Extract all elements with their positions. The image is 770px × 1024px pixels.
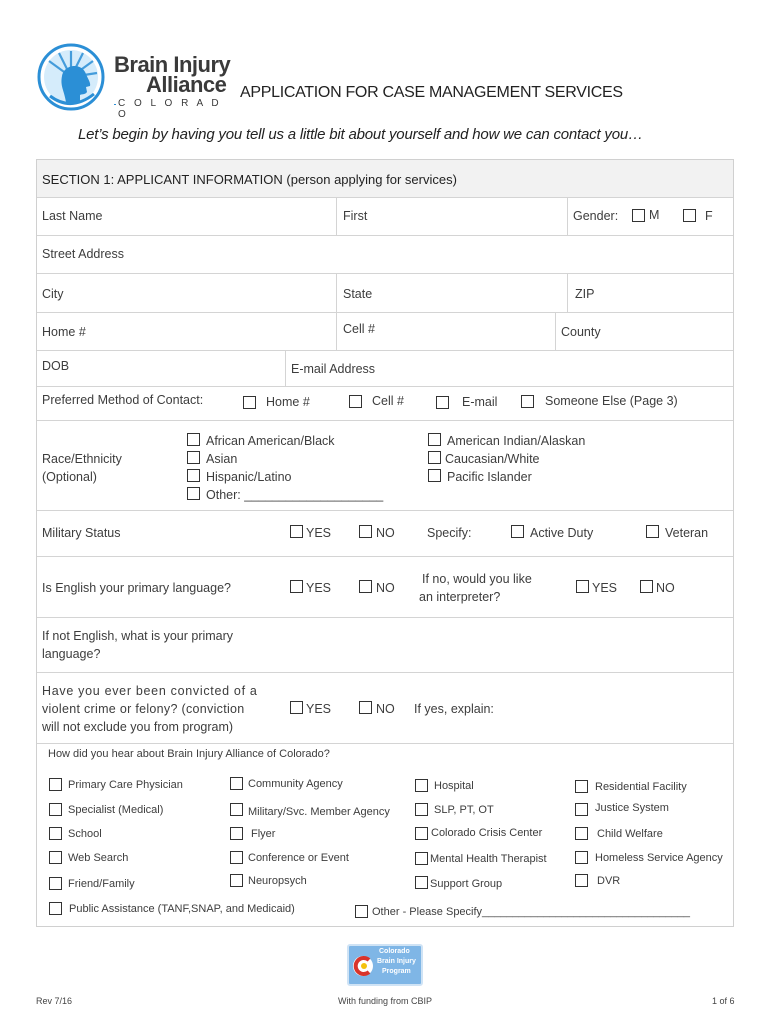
referral-checkbox[interactable] [230,851,243,864]
referral-checkbox[interactable] [230,803,243,816]
referral-option: Web Search [68,852,129,864]
english-yes-checkbox[interactable] [290,580,303,593]
race-other-checkbox[interactable] [187,487,200,500]
race-indian-checkbox[interactable] [428,433,441,446]
referral-other-label[interactable]: Other - Please Specify__________________________________ [372,906,691,918]
contact-someone-checkbox[interactable] [521,395,534,408]
contact-someone-label: Someone Else (Page 3) [545,394,678,408]
english-yes-label: YES [306,581,332,595]
colorado-c-icon [352,955,374,977]
conviction-explain-label: If yes, explain: [414,702,494,716]
contact-cell-label: Cell # [372,394,404,408]
military-no-label: NO [376,526,395,540]
interpreter-yes-checkbox[interactable] [576,580,589,593]
gender-m-label: M [649,208,660,222]
military-active-checkbox[interactable] [511,525,524,538]
state-field[interactable]: State [343,287,373,301]
primary-language-line1: If not English, what is your primary [42,629,234,643]
contact-label: Preferred Method of Contact: [42,393,204,407]
conviction-line3: will not exclude you from program) [42,720,234,734]
race-other-label[interactable]: Other: ____________________ [206,488,384,502]
interpreter-question-line2: an interpreter? [419,590,501,604]
military-label: Military Status [42,526,121,540]
military-specify-label: Specify: [427,526,472,540]
referral-option: SLP, PT, OT [434,804,494,816]
referral-option: Homeless Service Agency [595,852,723,864]
referral-checkbox[interactable] [49,851,62,864]
referral-option: School [68,828,102,840]
conviction-line2: violent crime or felony? (conviction [42,702,245,716]
footer-rev: Rev 7/16 [36,996,73,1006]
conviction-line1: Have you ever been convicted of a [42,684,258,698]
referral-checkbox[interactable] [415,827,428,840]
section-title: SECTION 1: APPLICANT INFORMATION (person applying for services) [42,172,457,187]
cell-phone-field[interactable]: Cell # [343,322,375,336]
conviction-no-label: NO [376,702,395,716]
military-yes-checkbox[interactable] [290,525,303,538]
gender-f-checkbox[interactable] [683,209,696,222]
race-hispanic-checkbox[interactable] [187,469,200,482]
race-pacific-checkbox[interactable] [428,469,441,482]
referral-checkbox[interactable] [49,778,62,791]
logo-line2: Alliance [146,72,227,97]
interpreter-no-checkbox[interactable] [640,580,653,593]
contact-home-label: Home # [266,395,310,409]
badge-line3: Program [382,968,411,975]
gender-m-checkbox[interactable] [632,209,645,222]
race-asian-checkbox[interactable] [187,451,200,464]
race-african-label: African American/Black [206,434,335,448]
interpreter-question-line1: If no, would you like [422,572,532,586]
referral-checkbox[interactable] [49,827,62,840]
referral-checkbox[interactable] [230,874,243,887]
referral-option: Support Group [430,878,503,890]
page-subtitle: Let’s begin by having you tell us a little bit about yourself and how we can contact you… [78,126,643,143]
military-no-checkbox[interactable] [359,525,372,538]
referral-checkbox[interactable] [575,851,588,864]
referral-checkbox[interactable] [415,876,428,889]
referral-option: DVR [597,875,621,887]
email-field[interactable]: E-mail Address [291,362,376,376]
referral-option: Specialist (Medical) [68,804,164,816]
last-name-field[interactable]: Last Name [42,209,103,223]
referral-checkbox[interactable] [49,803,62,816]
home-phone-field[interactable]: Home # [42,325,86,339]
referral-option: Residential Facility [595,781,687,793]
military-veteran-checkbox[interactable] [646,525,659,538]
referral-checkbox[interactable] [49,877,62,890]
contact-email-label: E-mail [462,395,498,409]
race-african-checkbox[interactable] [187,433,200,446]
referral-option: Neuropsych [248,875,307,887]
referral-option: Justice System [595,802,669,814]
military-veteran-label: Veteran [665,526,709,540]
referral-option: Friend/Family [68,878,135,890]
referral-option: Mental Health Therapist [430,853,547,865]
race-optional-label: (Optional) [42,470,97,484]
referral-checkbox[interactable] [415,779,428,792]
race-caucasian-label: Caucasian/White [445,452,540,466]
county-field[interactable]: County [561,325,601,339]
conviction-yes-label: YES [306,702,332,716]
referral-option: Hospital [434,780,474,792]
footer-funding: With funding from CBIP [338,996,433,1006]
referral-option: Military/Svc. Member Agency [248,806,390,818]
first-name-field[interactable]: First [343,209,368,223]
referral-option: Conference or Event [248,852,349,864]
badge-line1: Colorado [379,948,410,955]
interpreter-no-label: NO [656,581,675,595]
public-assistance-label: Public Assistance (TANF,SNAP, and Medicaid) [69,903,295,915]
zip-field[interactable]: ZIP [575,287,595,301]
race-indian-label: American Indian/Alaskan [447,434,586,448]
referral-checkbox[interactable] [415,852,428,865]
logo-line3: C O L O R A D O [116,98,236,120]
gender-label: Gender: [573,209,619,223]
interpreter-yes-label: YES [592,581,618,595]
dob-field[interactable]: DOB [42,359,70,373]
referral-checkbox[interactable] [415,803,428,816]
conviction-yes-checkbox[interactable] [290,701,303,714]
race-caucasian-checkbox[interactable] [428,451,441,464]
referral-other-checkbox[interactable] [355,905,368,918]
badge-line2: Brain Injury [377,958,416,965]
logo [36,42,236,120]
referral-checkbox[interactable] [230,827,243,840]
conviction-no-checkbox[interactable] [359,701,372,714]
referral-checkbox[interactable] [230,777,243,790]
referral-checkbox[interactable] [575,780,588,793]
footer-page: 1 of 6 [712,996,735,1006]
race-hispanic-label: Hispanic/Latino [206,470,292,484]
logo-line1: Brain Injury [114,52,231,77]
contact-email-checkbox[interactable] [436,396,449,409]
contact-home-checkbox[interactable] [243,396,256,409]
primary-language-line2: language? [42,647,101,661]
race-label: Race/Ethnicity [42,452,122,466]
referral-option: Child Welfare [597,828,663,840]
referral-question: How did you hear about Brain Injury Alliance of Colorado? [48,748,330,760]
page-title: APPLICATION FOR CASE MANAGEMENT SERVICES [240,84,623,101]
referral-checkbox[interactable] [575,827,588,840]
contact-cell-checkbox[interactable] [349,395,362,408]
referral-checkbox[interactable] [575,874,588,887]
referral-option: Community Agency [248,778,343,790]
military-active-label: Active Duty [530,526,594,540]
city-field[interactable]: City [42,287,64,301]
english-question: Is English your primary language? [42,581,231,595]
referral-option: Colorado Crisis Center [431,827,543,839]
military-yes-label: YES [306,526,332,540]
english-no-checkbox[interactable] [359,580,372,593]
english-no-label: NO [376,581,395,595]
referral-option: Flyer [251,828,276,840]
referral-option: Primary Care Physician [68,779,183,791]
race-pacific-label: Pacific Islander [447,470,532,484]
referral-checkbox[interactable] [575,803,588,816]
cbip-badge [347,944,423,986]
public-assistance-checkbox[interactable] [49,902,62,915]
brain-head-logo-icon [36,42,106,112]
race-asian-label: Asian [206,452,238,466]
street-address-field[interactable]: Street Address [42,247,124,261]
gender-f-label: F [705,209,713,223]
